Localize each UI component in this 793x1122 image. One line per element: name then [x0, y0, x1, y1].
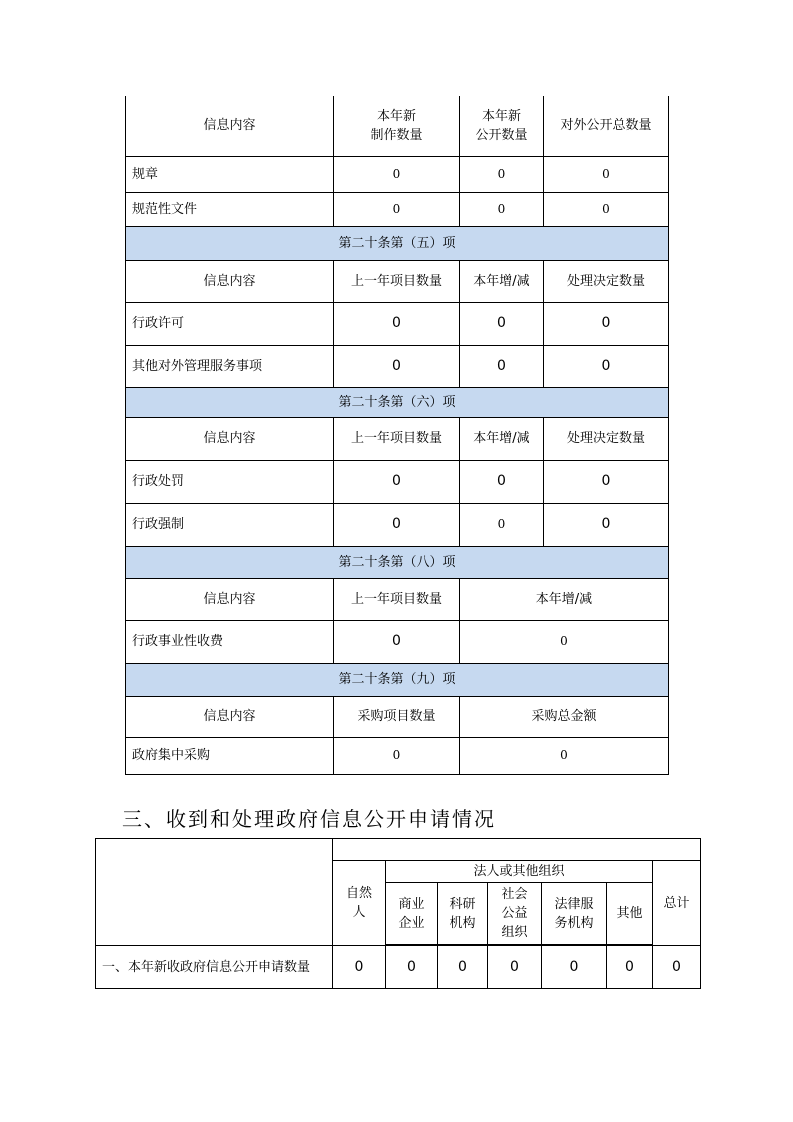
table-header-row — [126, 696, 669, 737]
cell-value: 0 — [544, 302, 669, 345]
header-year-change: 本年增/减 — [460, 260, 544, 302]
header-total: 总计 — [653, 861, 701, 946]
header-total-public-count: 对外公开总数量 — [544, 96, 669, 156]
row-label: 一、本年新收政府信息公开申请数量 — [96, 946, 333, 989]
cell-value: 0 — [438, 946, 488, 989]
header-info-content: 信息内容 — [126, 696, 334, 737]
row-label: 行政许可 — [126, 302, 334, 345]
table-row — [126, 460, 669, 503]
table-row — [126, 503, 669, 546]
header-legal-group: 法人或其他组织 — [386, 861, 653, 883]
row-label: 行政处罚 — [126, 460, 334, 503]
cell-value: 0 — [386, 946, 438, 989]
header-legal-service: 法律服 务机构 — [542, 883, 607, 945]
row-label: 行政事业性收费 — [126, 620, 334, 663]
header-info-content: 信息内容 — [126, 260, 334, 302]
cell-value: 0 — [542, 946, 607, 989]
header-info-content: 信息内容 — [126, 96, 334, 156]
section-header-row — [126, 546, 669, 578]
cell-value: 0 — [334, 156, 460, 192]
section-header-row — [126, 226, 669, 260]
row-label: 规范性文件 — [126, 192, 334, 226]
header-prev-year-count: 上一年项目数量 — [334, 578, 460, 620]
cell-value: 0 — [460, 620, 669, 663]
header-year-change: 本年增/减 — [460, 578, 669, 620]
header-prev-year-count: 上一年项目数量 — [334, 260, 460, 302]
row-label: 政府集中采购 — [126, 737, 334, 774]
header-other: 其他 — [607, 883, 653, 945]
cell-value: 0 — [488, 946, 542, 989]
cell-value: 0 — [334, 620, 460, 663]
empty-header-cell — [333, 839, 701, 861]
cell-value: 0 — [334, 503, 460, 546]
header-procurement-amount: 采购总金额 — [460, 696, 669, 737]
cell-value: 0 — [460, 737, 669, 774]
header-decision-count: 处理决定数量 — [544, 417, 669, 460]
header-research: 科研 机构 — [438, 883, 488, 945]
section-title: 第二十条第（六）项 — [126, 387, 669, 417]
cell-value: 0 — [607, 946, 653, 989]
section-header-row — [126, 387, 669, 417]
cell-value: 0 — [334, 302, 460, 345]
cell-value: 0 — [460, 345, 544, 387]
table-row — [126, 737, 669, 774]
row-label: 其他对外管理服务事项 — [126, 345, 334, 387]
cell-value: 0 — [460, 302, 544, 345]
cell-value: 0 — [544, 156, 669, 192]
cell-value: 0 — [460, 192, 544, 226]
section-heading: 三、收到和处理政府信息公开申请情况 — [122, 807, 496, 831]
cell-value: 0 — [334, 192, 460, 226]
info-disclosure-table — [125, 96, 669, 775]
header-prev-year-count: 上一年项目数量 — [334, 417, 460, 460]
table-row — [126, 345, 669, 387]
row-label: 规章 — [126, 156, 334, 192]
section-title: 第二十条第（五）项 — [126, 226, 669, 260]
cell-value: 0 — [460, 503, 544, 546]
header-commercial: 商业 企业 — [386, 883, 438, 945]
header-new-published-count: 本年新 公开数量 — [460, 96, 544, 156]
table-header-row — [126, 260, 669, 302]
row-label: 行政强制 — [126, 503, 334, 546]
header-decision-count: 处理决定数量 — [544, 260, 669, 302]
header-info-content: 信息内容 — [126, 417, 334, 460]
cell-value: 0 — [460, 460, 544, 503]
section-header-row — [126, 663, 669, 696]
header-info-content: 信息内容 — [126, 578, 334, 620]
table-row — [126, 156, 669, 192]
cell-value: 0 — [544, 345, 669, 387]
cell-value: 0 — [544, 503, 669, 546]
table-header-row — [126, 578, 669, 620]
section-title: 第二十条第（九）项 — [126, 663, 669, 696]
table-header-row — [126, 417, 669, 460]
cell-value: 0 — [653, 946, 701, 989]
header-social-welfare: 社会 公益 组织 — [488, 883, 542, 945]
cell-value: 0 — [334, 737, 460, 774]
cell-value: 0 — [334, 460, 460, 503]
cell-value: 0 — [333, 946, 386, 989]
table-header-row — [126, 96, 669, 156]
table-row — [126, 192, 669, 226]
header-year-change: 本年增/减 — [460, 417, 544, 460]
cell-value: 0 — [544, 460, 669, 503]
table-row — [96, 946, 701, 989]
section-title: 第二十条第（八）项 — [126, 546, 669, 578]
cell-value: 0 — [544, 192, 669, 226]
cell-value: 0 — [460, 156, 544, 192]
application-stats-table — [95, 838, 701, 989]
header-new-made-count: 本年新 制作数量 — [334, 96, 460, 156]
empty-header-cell — [96, 839, 333, 946]
table-row — [126, 302, 669, 345]
cell-value: 0 — [334, 345, 460, 387]
table-row — [126, 620, 669, 663]
header-procurement-count: 采购项目数量 — [334, 696, 460, 737]
header-natural-person: 自然 人 — [333, 861, 386, 946]
